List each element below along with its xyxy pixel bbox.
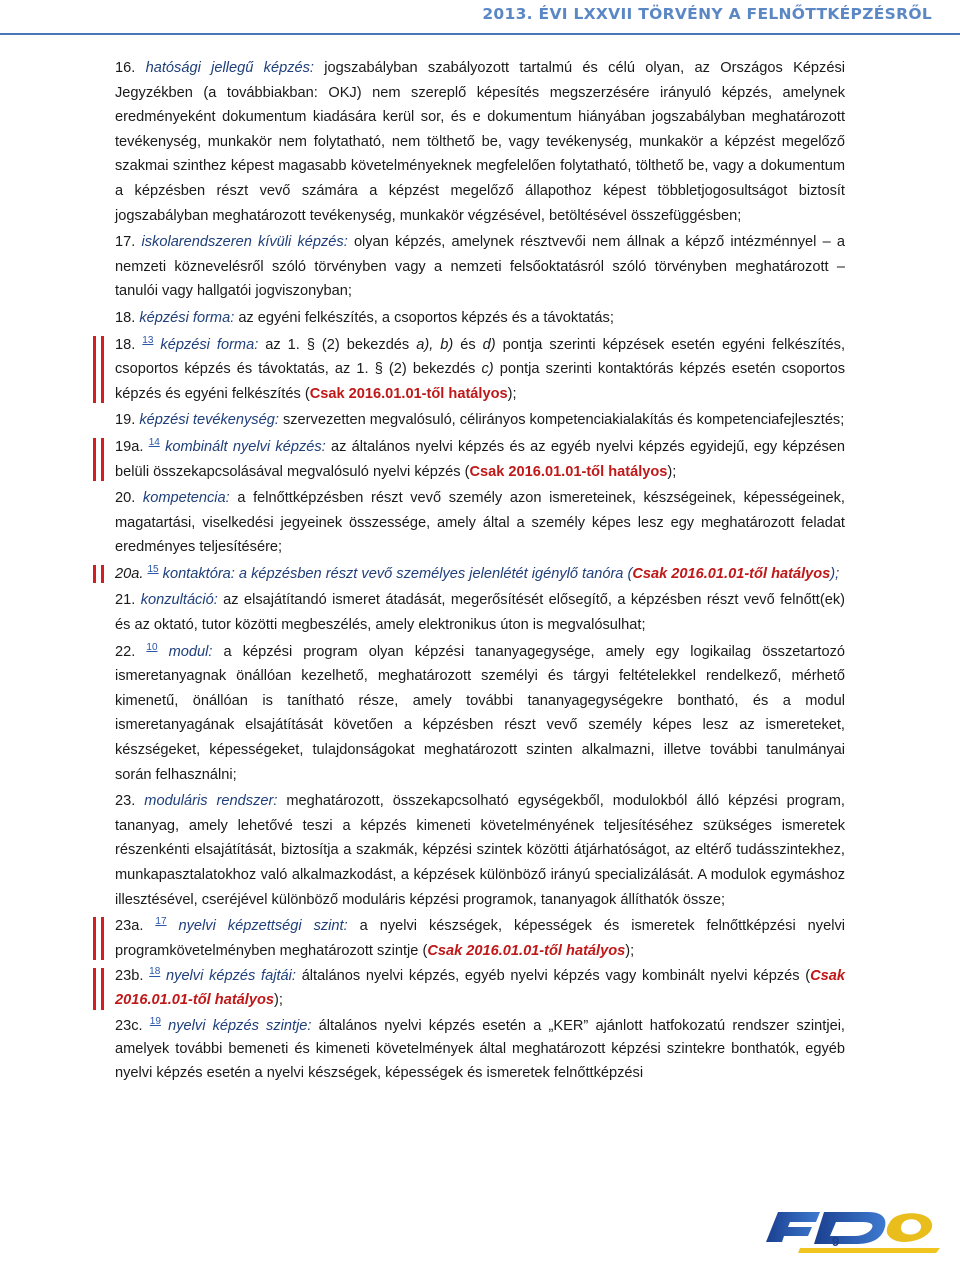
definition-text: és [453,336,483,353]
point-ref: a), b) [416,336,454,353]
definition-23 [115,789,845,912]
definition-text: pontja szerinti képzések esetén egyéni felkészítés, csoportos képzés és távoktatás, az 1. § (2) bekezdés [115,336,846,378]
definition-end: ); [667,463,677,480]
term: kombinált nyelvi képzés: [165,438,326,455]
document-body [115,56,845,1087]
item-number: 18. [115,309,136,326]
item-number: 22. [115,643,136,660]
item-number: 23. [115,793,136,810]
amendment-marker [93,968,107,1009]
definition-23c [115,1015,845,1086]
definition-18 [115,306,845,331]
definition-20a [115,562,845,587]
term: képzési tevékenység: [139,412,279,429]
point-ref: d) [482,336,496,353]
definition-text: a képzési program olyan képzési tananyagegysége, amely egy logikailag összetartozó ismeretanyagnak önállóan kezelhető, meghatározott személyi és tárgyi feltételekkel rendelkező, mérhető kimenetű, önállóan is tanítható része, amely további tananyagegységekre bontható, és a modul ismeretanyagának elsajátítását követően a képzésben részt vevő személy képes lesz az ismereteket, készségeket, képességeket, tulajdonságokat meghatározott szinten alkalmazni, illetve további tanulmányai során felhasználni; [115,643,845,783]
item-number: 19. [115,412,136,429]
item-number: 20. [115,490,136,507]
definition-17 [115,230,845,304]
header-title: 2013. ÉVI LXXVII TÖRVÉNY A FELNŐTTKÉPZÉSRŐL [482,5,932,23]
definition-text: az egyéni felkészítés, a csoportos képzés és a távoktatás; [234,309,614,326]
effective-date-note: Csak 2016.01.01-től hatályos [427,942,626,959]
definition-end: ); [830,565,840,582]
footnote-link[interactable]: 17 [155,916,167,928]
definition-end: ); [625,942,635,959]
term: nyelvi képzés fajtái: [166,968,296,985]
item-number: 19a. [115,438,144,455]
definition-text: jogszabályban szabályozott tartalmú és célú olyan, az Országos Képzési Jegyzékben (a továbbiakban: OKJ) nem szereplő képesítés megszerzésére irányuló képzés, amelynek eredményeként dokumentum kiadására kerül sor, és e dokumentum hiányában jogszabályban meghatározott tevékenység, munkakör nem folytatható, nem tölthető be, vagy tevékenység, munkakör a képzést megelőző szakmai szinthez képest magasabb követelményeknek megfelelően folytatható, tölthető be, vagy a dokumentum a képzésben részt vevő számára a képzést megelőző állapothoz képest többletjogosultságot biztosít jogszabályban meghatározott tevékenység, munkakör végzésével, betöltésével összefüggésben; [115,60,845,224]
term: moduláris rendszer: [144,793,278,810]
page-header [0,0,960,36]
definition-text: általános nyelvi képzés, egyéb nyelvi képzés vagy kombinált nyelvi képzés ( [295,968,811,985]
definition-text: általános nyelvi képzés esetén a „KER” ajánlott hatfokozatú rendszer szintjei, amelyek további bemeneti és kimeneti követelmények által meghatározott képzési szintekre bonthatók, egyéb nyelvi képzés esetén a nyelvi készségek, képességek és ismeretek felnőttképzési [115,1017,845,1081]
item-number: 20a. [115,565,144,582]
definition-text: olyan képzés, amelynek résztvevői nem állnak a képző intézménnyel – a nemzeti köznevelésről szóló törvényben vagy a nemzeti felsőoktatásról szóló törvényben meghatározott – tanulói vagy hallgatói jogviszonyban; [115,234,845,300]
definition-text: az elsajátítandó ismeret átadását, megerősítését elősegítő, a képzésben részt vevő felnőtt(ek) és az oktató, tutor közötti megbeszélés, amely elektronikus úton is megvalósulhat; [115,592,845,634]
term: modul: [168,643,213,660]
definition-19 [115,408,845,433]
effective-date-note: Csak 2016.01.01-től hatályos [632,565,831,582]
amendment-marker [93,438,107,481]
amendment-marker [93,565,107,584]
effective-date-note: Csak 2016.01.01-től hatályos [309,385,508,402]
effective-date-note: Csak 2016.01.01-től hatályos [115,968,846,1008]
item-number: 17. [115,234,136,251]
page-number: 9 [832,1234,840,1249]
footnote-link[interactable]: 13 [142,334,154,346]
definition-end: ); [274,991,283,1008]
eu-logo-icon [760,1198,946,1254]
definition-text: pontja szerinti kontaktórás képzés esetén csoportos képzés és egyéni felkészítés ( [115,361,846,402]
definition-23a [115,914,845,963]
term: képzési forma: [160,336,259,353]
definition-23b [115,965,845,1012]
definition-text: a nyelvi készségek, képességek és ismeretek felnőttképzési nyelvi programkövetelményben meghatározott szintje ( [115,918,845,959]
header-rule [0,33,960,35]
definition-21 [115,588,845,637]
definition-22 [115,640,845,788]
footnote-link[interactable]: 15 [147,564,159,576]
term: képzési forma: [139,309,235,326]
term: konzultáció: [140,592,218,609]
definition-18-amended [115,333,845,407]
footnote-link[interactable]: 18 [149,966,161,978]
definition-text: kontaktóra: a képzésben részt vevő személyes jelenlétét igénylő tanóra ( [162,565,633,582]
item-number: 23a. [115,918,144,935]
footnote-link[interactable]: 19 [149,1015,161,1027]
term: nyelvi képzés szintje: [168,1017,312,1034]
term: iskolarendszeren kívüli képzés: [141,234,348,251]
definition-text: szervezetten megvalósuló, célirányos kompetenciakialakítás és kompetenciafejlesztés; [278,412,845,429]
footnote-link[interactable]: 10 [146,641,158,653]
definition-16 [115,56,845,228]
footnote-link[interactable]: 14 [148,437,160,449]
definition-text: a felnőttképzésben részt vevő személy azon ismereteinek, készségeinek, képességeinek, magatartási, viselkedési jegyeinek összessége, amely által a személy képes lesz egy meghatározott feladat eredményes teljesítésére; [115,490,845,556]
definition-text: az általános nyelvi képzés és az egyéb nyelvi képzés egyidejű, egy képzésen belüli összekapcsolásával megvalósuló nyelvi képzés ( [115,438,845,480]
term: hatósági jellegű képzés: [145,60,314,76]
effective-date-note: Csak 2016.01.01-től hatályos [469,463,668,480]
definition-text: az 1. § (2) bekezdés [258,336,417,353]
term: nyelvi képzettségi szint: [178,918,348,935]
amendment-marker [93,917,107,960]
item-number: 23b. [115,968,144,985]
item-number: 23c. [115,1017,143,1034]
definition-end: ); [507,385,517,402]
definition-text: meghatározott, összekapcsolható egységekből, modulokból álló képzési program, tananyag, amely lehetővé teszi a képzés kimeneti követelményének teljesítéséhez szükséges ismeretek részenkénti elsajátítását, biztosítja a szakmák, képzési szintek közötti átjárhatóságot, az eltérő tudásszintekhez, munkapasztalatokhoz való alkalmazkodást, a képzések különböző irányú specializálását. A modulok egymáshoz illesztésével, cseréjével különböző moduláris képzési programok, tananyagok állíthatók össze; [115,793,845,908]
item-number: 21. [115,592,136,609]
amendment-marker [93,336,107,404]
item-number: 16. [115,60,136,76]
item-number: 18. [115,336,136,353]
point-ref: c) [481,361,494,378]
definition-19a [115,435,845,484]
term: kompetencia: [142,490,230,507]
definition-20 [115,486,845,560]
